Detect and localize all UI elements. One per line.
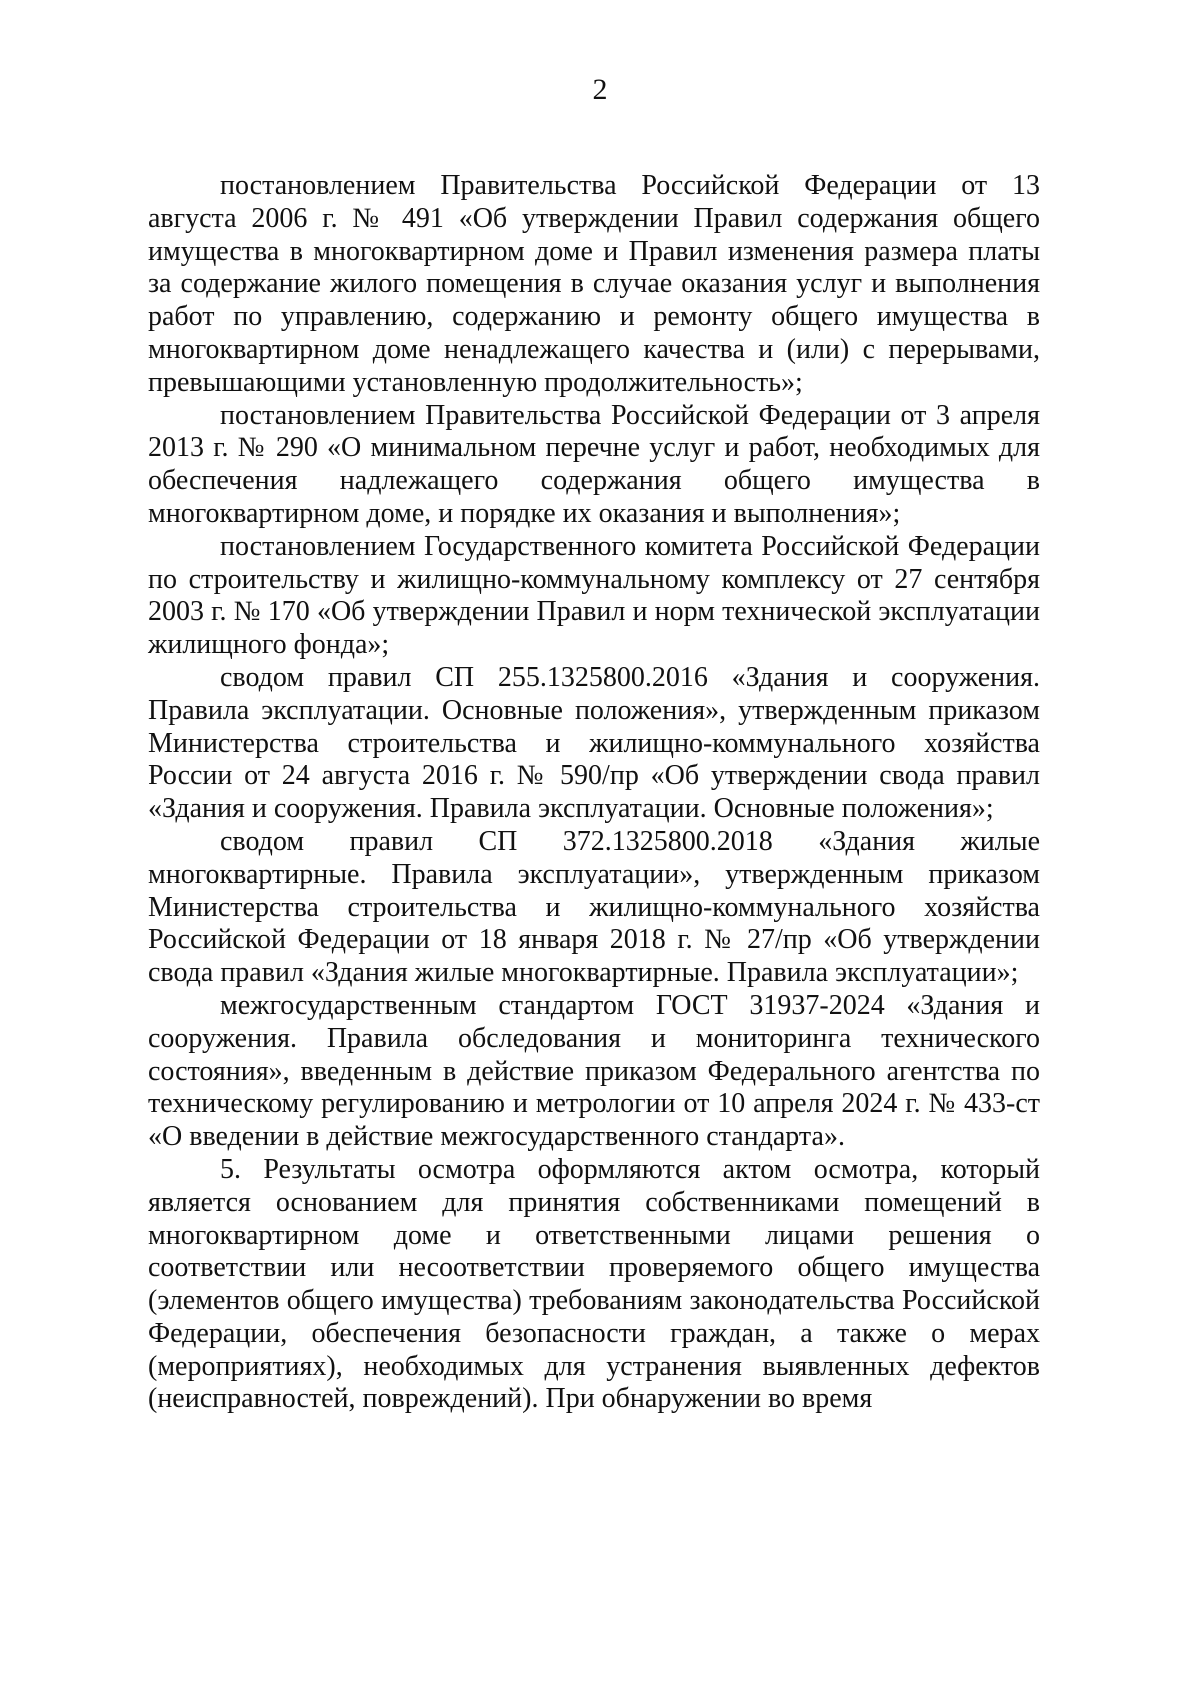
page-number: 2	[592, 73, 608, 106]
paragraph-sp-372: сводом правил СП 372.1325800.2018 «Здания жилые многоквартирные. Правила эксплуатации», утвержденным приказом Министерства строительства и жилищно-коммунального хозяйства Российской Федерации от 18 января 2018 г. № 27/пр «Об утверждении свода правил «Здания жилые многоквартирные. Правила эксплуатации»;	[148, 825, 1040, 989]
paragraph-decree-491: постановлением Правительства Российской Федерации от 13 августа 2006 г. № 491 «Об утверждении Правил содержания общего имущества в многоквартирном доме и Правил изменения размера платы за содержание жилого помещения в случае оказания услуг и выполнения работ по управлению, содержанию и ремонту общего имущества в многоквартирном доме ненадлежащего качества и (или) с перерывами, превышающими установленную продолжительность»;	[148, 170, 1040, 398]
document-body	[148, 170, 1040, 1416]
paragraph-gost-31937: межгосударственным стандартом ГОСТ 31937-2024 «Здания и сооружения. Правила обследования и мониторинга технического состояния», введенным в действие приказом Федерального агентства по техническому регулированию и метрологии от 10 апреля 2024 г. № 433-ст «О введении в действие межгосударственного стандарта».	[148, 989, 1040, 1153]
paragraph-decree-170: постановлением Государственного комитета Российской Федерации по строительству и жилищно-коммунальному комплексу от 27 сентября 2003 г. № 170 «Об утверждении Правил и норм технической эксплуатации жилищного фонда»;	[148, 530, 1040, 661]
paragraph-sp-255: сводом правил СП 255.1325800.2016 «Здания и сооружения. Правила эксплуатации. Основные положения», утвержденным приказом Министерства строительства и жилищно-коммунального хозяйства России от 24 августа 2016 г. № 590/пр «Об утверждении свода правил «Здания и сооружения. Правила эксплуатации. Основные положения»;	[148, 661, 1040, 825]
paragraph-item-5: 5. Результаты осмотра оформляются актом осмотра, который является основанием для принятия собственниками помещений в многоквартирном доме и ответственными лицами решения о соответствии или несоответствии проверяемого общего имущества (элементов общего имущества) требованиям законодательства Российской Федерации, обеспечения безопасности граждан, а также о мерах (мероприятиях), необходимых для устранения выявленных дефектов (неисправностей, повреждений). При обнаружении во время	[148, 1153, 1040, 1415]
paragraph-decree-290: постановлением Правительства Российской Федерации от 3 апреля 2013 г. № 290 «О минимальном перечне услуг и работ, необходимых для обеспечения надлежащего содержания общего имущества в многоквартирном доме, и порядке их оказания и выполнения»;	[148, 399, 1040, 529]
